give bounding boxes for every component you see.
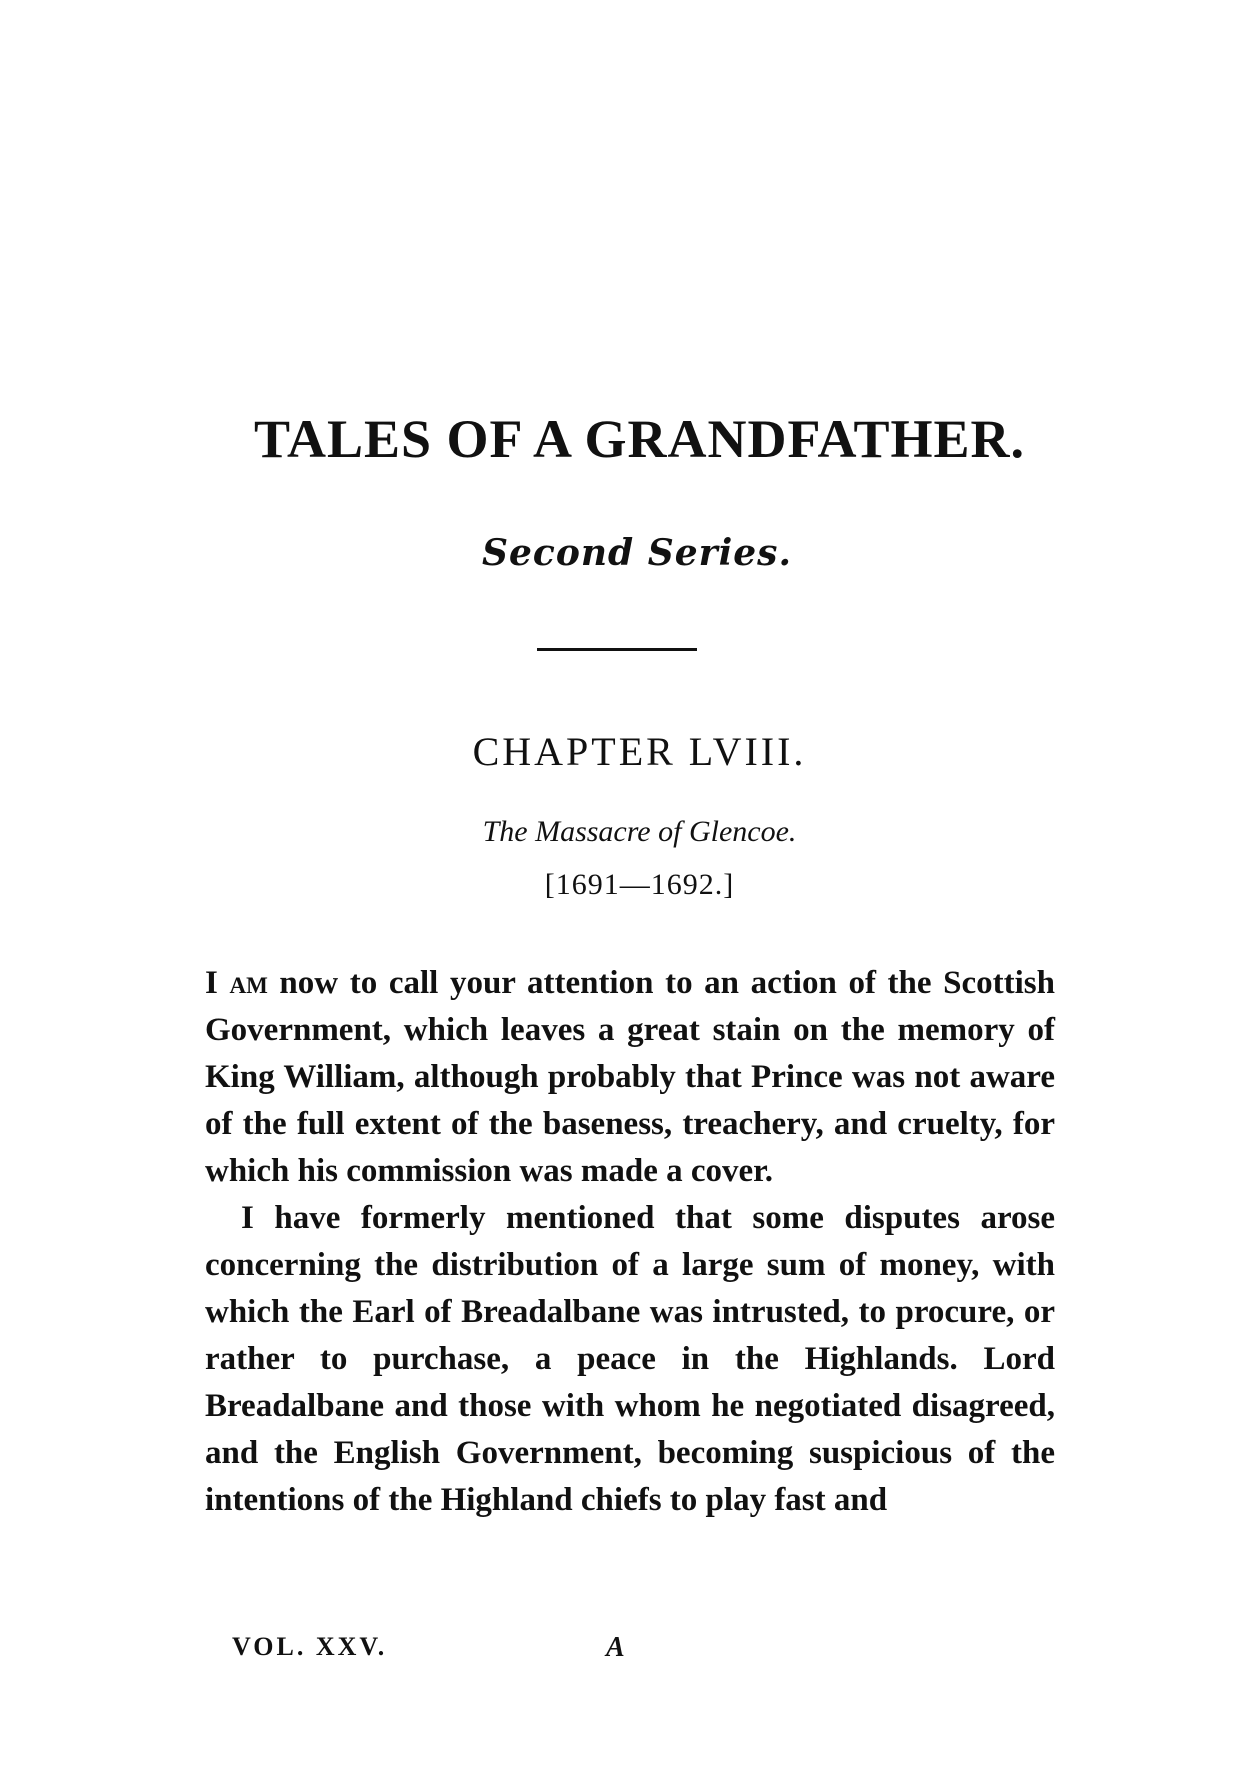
chapter-dates: [1691—1692.] [544, 868, 735, 901]
chapter-heading: CHAPTER LVIII. [472, 729, 807, 774]
paragraph-1-initial: I [205, 965, 218, 1001]
paragraph-1-text: now to call your attention to an action of the Scottish Government, which leaves a great stain on the memory of King William, although probably that Prince was not aware of the full extent of the baseness, treachery, and cruelty, for which his commission was made a cover. [205, 965, 1056, 1189]
divider-rule [537, 648, 697, 651]
volume-footer: VOL. XXV. [232, 1632, 388, 1661]
paragraph-2: I have formerly mentioned that some disputes arose concerning the distribution of a large sum of money, with which the Earl of Breadalbane was intrusted, to procure, or rather to purchase, a peace in the Highlands. Lord Breadalbane and those with whom he negotiated disagreed, and the English Government, becoming suspicious of the intentions of the Highland chiefs to play fast and [205, 1200, 1055, 1518]
paragraph-1-smallcaps: am [229, 965, 268, 1001]
chapter-subtitle: The Massacre of Glencoe. [482, 815, 797, 848]
paragraph-1 [205, 960, 1055, 1195]
body-text [205, 960, 1055, 1524]
signature-mark: A [606, 1632, 628, 1663]
series-subtitle: Second Series. [482, 532, 792, 574]
book-title: TALES OF A GRANDFATHER. [253, 409, 1026, 469]
